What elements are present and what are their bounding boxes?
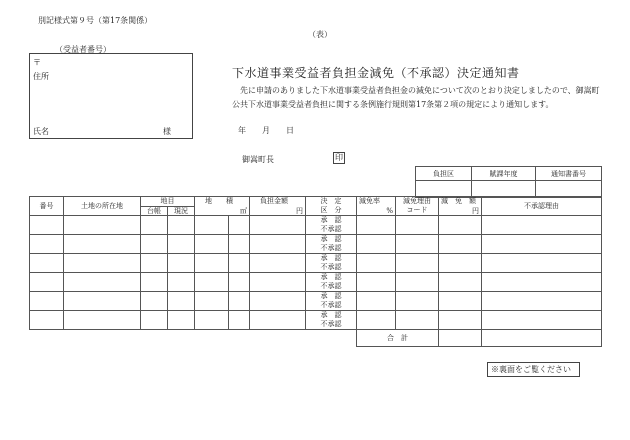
table-cell bbox=[141, 235, 168, 254]
table-cell bbox=[30, 273, 64, 292]
table-cell bbox=[141, 292, 168, 311]
table-row bbox=[30, 254, 602, 273]
table-cell bbox=[64, 311, 141, 330]
table-cell bbox=[30, 292, 64, 311]
decision-approve: 承 認 bbox=[320, 235, 342, 243]
table-cell bbox=[439, 254, 482, 273]
table-cell bbox=[195, 235, 229, 254]
header-reason-code bbox=[396, 197, 439, 216]
table-row bbox=[30, 311, 602, 330]
decision-reject: 不承認 bbox=[320, 320, 342, 328]
table-cell bbox=[64, 235, 141, 254]
recipient-box bbox=[29, 53, 193, 139]
table-row bbox=[30, 235, 602, 254]
header-area bbox=[195, 197, 250, 216]
table-row bbox=[30, 216, 602, 235]
info-cell bbox=[536, 181, 602, 198]
header-exempt-amount-unit: 円 bbox=[472, 207, 479, 215]
decision-cell bbox=[306, 311, 357, 330]
table-cell bbox=[168, 254, 195, 273]
form-number: 別記様式第９号（第17条関係） bbox=[38, 16, 153, 25]
table-cell bbox=[64, 216, 141, 235]
header-reason-code-label: 減免理由 bbox=[403, 197, 431, 205]
table-cell bbox=[168, 216, 195, 235]
table-cell bbox=[141, 311, 168, 330]
name-label: 氏名 bbox=[33, 127, 49, 136]
table-row bbox=[30, 273, 602, 292]
decision-reject: 不承認 bbox=[320, 263, 342, 271]
table-cell bbox=[195, 254, 229, 273]
header-chimoku-actual: 現況 bbox=[168, 206, 195, 216]
side-label: （表） bbox=[308, 30, 332, 39]
table-cell bbox=[141, 254, 168, 273]
table-cell bbox=[168, 235, 195, 254]
decision-cell bbox=[306, 254, 357, 273]
info-cell bbox=[472, 181, 536, 198]
decision-approve: 承 認 bbox=[320, 311, 342, 319]
header-location: 土地の所在地 bbox=[64, 197, 141, 216]
main-table bbox=[29, 196, 602, 347]
table-cell bbox=[396, 292, 439, 311]
table-cell bbox=[482, 254, 602, 273]
table-cell bbox=[357, 273, 396, 292]
seal-box bbox=[333, 152, 345, 164]
decision-approve: 承 認 bbox=[320, 254, 342, 262]
decision-reject: 不承認 bbox=[320, 301, 342, 309]
header-area-unit: ㎡ bbox=[240, 207, 247, 215]
seal-mark: 印 bbox=[335, 153, 343, 162]
table-cell bbox=[357, 254, 396, 273]
table-cell bbox=[396, 273, 439, 292]
header-rate-label: 減免率 bbox=[359, 197, 380, 205]
reverse-side-note bbox=[487, 362, 580, 377]
table-cell bbox=[30, 235, 64, 254]
table-cell bbox=[357, 235, 396, 254]
table-cell bbox=[195, 292, 229, 311]
decision-approve: 承 認 bbox=[320, 273, 342, 281]
header-chimoku-register: 台帳 bbox=[141, 206, 168, 216]
header-amount-label: 負担金額 bbox=[260, 197, 288, 205]
postal-mark: 〒 bbox=[33, 58, 41, 67]
table-cell bbox=[229, 254, 250, 273]
table-cell bbox=[482, 311, 602, 330]
table-cell bbox=[396, 235, 439, 254]
table-cell bbox=[396, 254, 439, 273]
table-cell bbox=[250, 216, 306, 235]
header-chimoku: 地目 bbox=[141, 197, 195, 207]
header-amount bbox=[250, 197, 306, 216]
table-cell bbox=[439, 216, 482, 235]
decision-cell bbox=[306, 273, 357, 292]
info-header-notice-no: 通知書番号 bbox=[536, 167, 602, 181]
table-cell bbox=[168, 273, 195, 292]
table-cell bbox=[439, 292, 482, 311]
header-exempt-amount bbox=[439, 197, 482, 216]
header-decision-label: 決 定 bbox=[320, 197, 342, 205]
header-rejection-reason: 不承認理由 bbox=[482, 197, 602, 216]
header-number: 番号 bbox=[30, 197, 64, 216]
table-cell bbox=[64, 292, 141, 311]
info-table bbox=[415, 166, 602, 198]
notice-date: 年 月 日 bbox=[238, 126, 294, 135]
header-area-label: 地 積 bbox=[205, 197, 233, 205]
total-rejection bbox=[482, 330, 602, 347]
header-rate bbox=[357, 197, 396, 216]
notice-title: 下水道事業受益者負担金減免（不承認）決定通知書 bbox=[232, 66, 520, 80]
table-cell bbox=[357, 292, 396, 311]
info-header-district: 負担区 bbox=[416, 167, 472, 181]
decision-reject: 不承認 bbox=[320, 244, 342, 252]
table-cell bbox=[229, 235, 250, 254]
decision-approve: 承 認 bbox=[320, 216, 342, 224]
table-cell bbox=[195, 273, 229, 292]
table-cell bbox=[482, 292, 602, 311]
decision-cell bbox=[306, 235, 357, 254]
table-cell bbox=[30, 254, 64, 273]
table-cell bbox=[482, 273, 602, 292]
header-rate-unit: % bbox=[386, 207, 393, 215]
beneficiary-number-caption: （受益者番号） bbox=[55, 45, 111, 54]
table-cell bbox=[141, 273, 168, 292]
table-cell bbox=[229, 292, 250, 311]
table-cell bbox=[168, 311, 195, 330]
table-cell bbox=[64, 254, 141, 273]
table-cell bbox=[250, 311, 306, 330]
table-cell bbox=[357, 216, 396, 235]
total-blank bbox=[30, 330, 357, 347]
header-reason-code-sub: コード bbox=[406, 206, 428, 214]
table-cell bbox=[195, 216, 229, 235]
table-cell bbox=[250, 273, 306, 292]
table-cell bbox=[482, 235, 602, 254]
decision-approve: 承 認 bbox=[320, 292, 342, 300]
decision-reject: 不承認 bbox=[320, 225, 342, 233]
honorific: 様 bbox=[163, 127, 171, 136]
table-cell bbox=[168, 292, 195, 311]
notice-body: 先に申請のありました下水道事業受益者負担金の減免について次のとおり決定しましたので、御嵩町公共下水道事業受益者負担に関する条例施行規則第17条第２項の規定により通知します。 bbox=[232, 86, 600, 109]
info-cell bbox=[416, 181, 472, 198]
decision-cell bbox=[306, 292, 357, 311]
table-row bbox=[30, 292, 602, 311]
header-decision-sub: 区 分 bbox=[320, 206, 342, 214]
decision-cell bbox=[306, 216, 357, 235]
decision-reject: 不承認 bbox=[320, 282, 342, 290]
table-cell bbox=[396, 216, 439, 235]
table-cell bbox=[141, 216, 168, 235]
table-cell bbox=[439, 311, 482, 330]
table-cell bbox=[250, 235, 306, 254]
table-cell bbox=[250, 254, 306, 273]
total-exempt-amount bbox=[439, 330, 482, 347]
table-cell bbox=[64, 273, 141, 292]
table-cell bbox=[30, 216, 64, 235]
header-amount-unit: 円 bbox=[296, 207, 303, 215]
table-cell bbox=[482, 216, 602, 235]
table-cell bbox=[229, 273, 250, 292]
table-cell bbox=[396, 311, 439, 330]
table-cell bbox=[229, 216, 250, 235]
table-cell bbox=[30, 311, 64, 330]
table-cell bbox=[195, 311, 229, 330]
header-decision bbox=[306, 197, 357, 216]
table-cell bbox=[439, 273, 482, 292]
table-cell bbox=[439, 235, 482, 254]
info-header-year: 賦課年度 bbox=[472, 167, 536, 181]
address-label: 住所 bbox=[33, 72, 49, 81]
table-cell bbox=[357, 311, 396, 330]
total-label: 合 計 bbox=[357, 330, 439, 347]
issuer: 御嵩町長 bbox=[242, 155, 274, 164]
table-cell bbox=[250, 292, 306, 311]
table-cell bbox=[229, 311, 250, 330]
header-exempt-amount-label: 減 免 額 bbox=[441, 197, 476, 205]
reverse-side-note-text: ※裏面をご覧ください bbox=[491, 365, 571, 374]
